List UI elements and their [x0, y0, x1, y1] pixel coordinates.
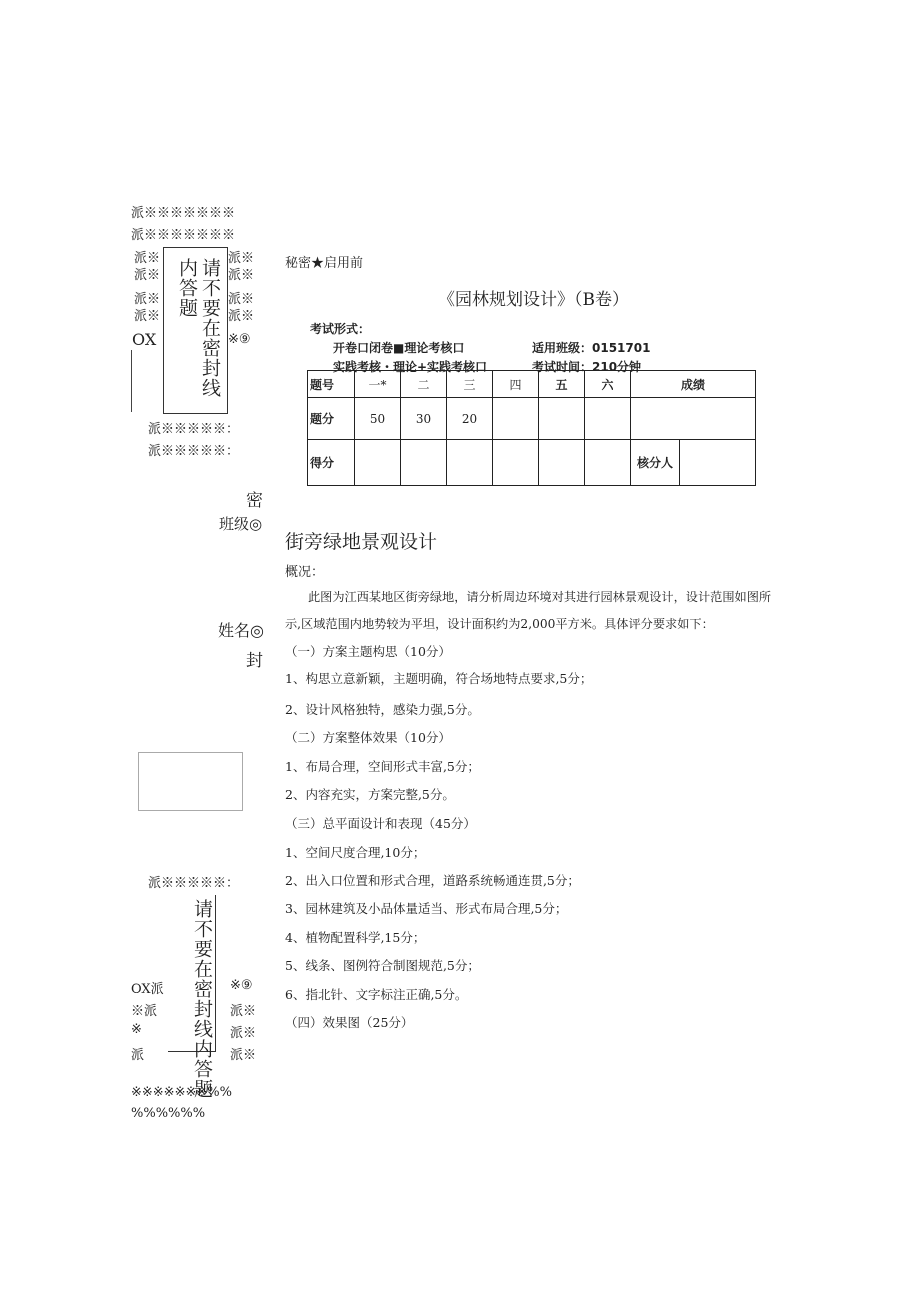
binding-ox: OX派 — [131, 982, 164, 997]
binding-mark: 派※ — [230, 1004, 257, 1019]
checker-cell — [680, 440, 756, 486]
list-item: 6、指北针、文字标注正确,5分。 — [285, 987, 468, 1002]
overview-paragraph: 示,区域范围内地势较为平坦，设计面积约为2,000平方米。具体评分要求如下： — [285, 617, 714, 631]
table-cell: 成绩 — [631, 371, 756, 398]
class-label: 班级◎ — [219, 515, 263, 533]
table-cell — [539, 398, 585, 440]
score-table — [307, 370, 756, 486]
overview-paragraph: 此图为江西某地区街旁绿地，请分析周边环境对其进行园林景观设计，设计范围如图所 — [308, 590, 772, 604]
exam-duration: 考试时间：210分钟 — [532, 360, 642, 374]
list-item: 2、出入口位置和形式合理，道路系统畅通连贯,5分； — [285, 873, 580, 888]
total-score-cell — [631, 398, 756, 440]
binding-pattern: 派※※※※※： — [148, 444, 240, 459]
table-cell: 四 — [493, 371, 539, 398]
list-item: 5、线条、图例符合制图规范,5分； — [285, 958, 480, 973]
binding-line — [131, 350, 132, 412]
table-cell — [585, 440, 631, 486]
section-title: （二）方案整体效果（10分） — [285, 730, 451, 745]
class-code: 适用班级：0151701 — [532, 341, 651, 355]
table-cell: 50 — [355, 398, 401, 440]
list-item: 2、内容充实，方案完整,5分。 — [285, 787, 455, 802]
table-cell — [493, 398, 539, 440]
table-cell: 题号 — [308, 371, 355, 398]
binding-ox: OX — [132, 330, 157, 349]
table-cell: 三 — [447, 371, 493, 398]
binding-pattern: 派※※※※※※※ — [131, 206, 236, 221]
binding-mark: 派※ — [134, 309, 161, 324]
binding-mark: ※⑨ — [230, 978, 253, 993]
table-cell: 题分 — [308, 398, 355, 440]
table-cell — [447, 440, 493, 486]
binding-mark: ※⑨ — [228, 332, 251, 347]
exam-type: 实践考核・理论+实践考核口 — [333, 360, 488, 374]
table-cell: 二 — [401, 371, 447, 398]
list-item: 2、设计风格独特，感染力强,5分。 — [285, 702, 480, 717]
seal-box-top — [163, 247, 228, 414]
name-label: 姓名◎ — [218, 621, 264, 640]
binding-mark: 派※ — [134, 251, 161, 266]
binding-mark: 派※ — [228, 251, 255, 266]
binding-mark: ※ — [131, 1022, 142, 1037]
table-cell: 六 — [585, 371, 631, 398]
binding-mark: 派※ — [134, 292, 161, 307]
table-cell — [401, 440, 447, 486]
binding-mark: 派 — [131, 1048, 145, 1063]
table-cell: 30 — [401, 398, 447, 440]
list-item: 1、空间尺度合理,10分； — [285, 845, 426, 860]
binding-mark: 派※ — [228, 292, 255, 307]
binding-pattern: 派※※※※※※※ — [131, 228, 236, 243]
table-cell: 一* — [355, 371, 401, 398]
binding-mark: 派※ — [228, 309, 255, 324]
exam-title: 《园林规划设计》（B卷） — [438, 290, 629, 310]
list-item: 1、构思立意新颖，主题明确，符合场地特点要求,5分； — [285, 671, 593, 686]
table-cell: 得分 — [308, 440, 355, 486]
binding-mark: 派※ — [230, 1048, 257, 1063]
section-title: （一）方案主题构思（10分） — [285, 644, 451, 659]
section-title: （四）效果图（25分） — [285, 1015, 414, 1030]
seal-warning-top: 请不要在密封线内答题 — [176, 258, 221, 398]
table-row — [308, 371, 756, 398]
exam-form-label: 考试形式： — [310, 322, 371, 336]
table-cell: 核分人 — [631, 440, 680, 486]
section-title: （三）总平面设计和表现（45分） — [285, 816, 476, 831]
seal-warning-bottom: 请不要在密封线内答题 — [191, 899, 213, 1099]
table-cell: 20 — [447, 398, 493, 440]
binding-mark: 派※ — [228, 268, 255, 283]
mi-label: 密 — [246, 491, 263, 511]
table-cell — [493, 440, 539, 486]
table-cell: 五 — [539, 371, 585, 398]
table-cell — [355, 440, 401, 486]
seat-number-box — [138, 752, 243, 811]
seal-box-bottom — [168, 895, 216, 1099]
table-row — [308, 398, 756, 440]
exam-mode: 开卷口闭卷■理论考核口 — [333, 341, 465, 355]
list-item: 4、植物配置科学,15分； — [285, 930, 426, 945]
list-item: 3、园林建筑及小品体量适当、形式布局合理,5分； — [285, 901, 568, 916]
table-cell — [539, 440, 585, 486]
feng-label: 封 — [246, 651, 263, 671]
table-cell — [585, 398, 631, 440]
binding-pattern: %%%%%% — [131, 1106, 206, 1121]
binding-pattern: 派※※※※※： — [148, 876, 240, 891]
binding-pattern: ※※※※※※※%% — [131, 1085, 232, 1100]
binding-mark: 派※ — [230, 1026, 257, 1041]
list-item: 1、布局合理，空间形式丰富,5分； — [285, 759, 480, 774]
secret-label: 秘密★启用前 — [285, 256, 364, 271]
overview-label: 概况： — [285, 565, 325, 580]
table-row — [308, 440, 756, 486]
question-heading: 街旁绿地景观设计 — [285, 531, 438, 553]
binding-mark: ※派 — [131, 1004, 158, 1019]
binding-mark: 派※ — [134, 268, 161, 283]
binding-pattern: 派※※※※※： — [148, 422, 240, 437]
